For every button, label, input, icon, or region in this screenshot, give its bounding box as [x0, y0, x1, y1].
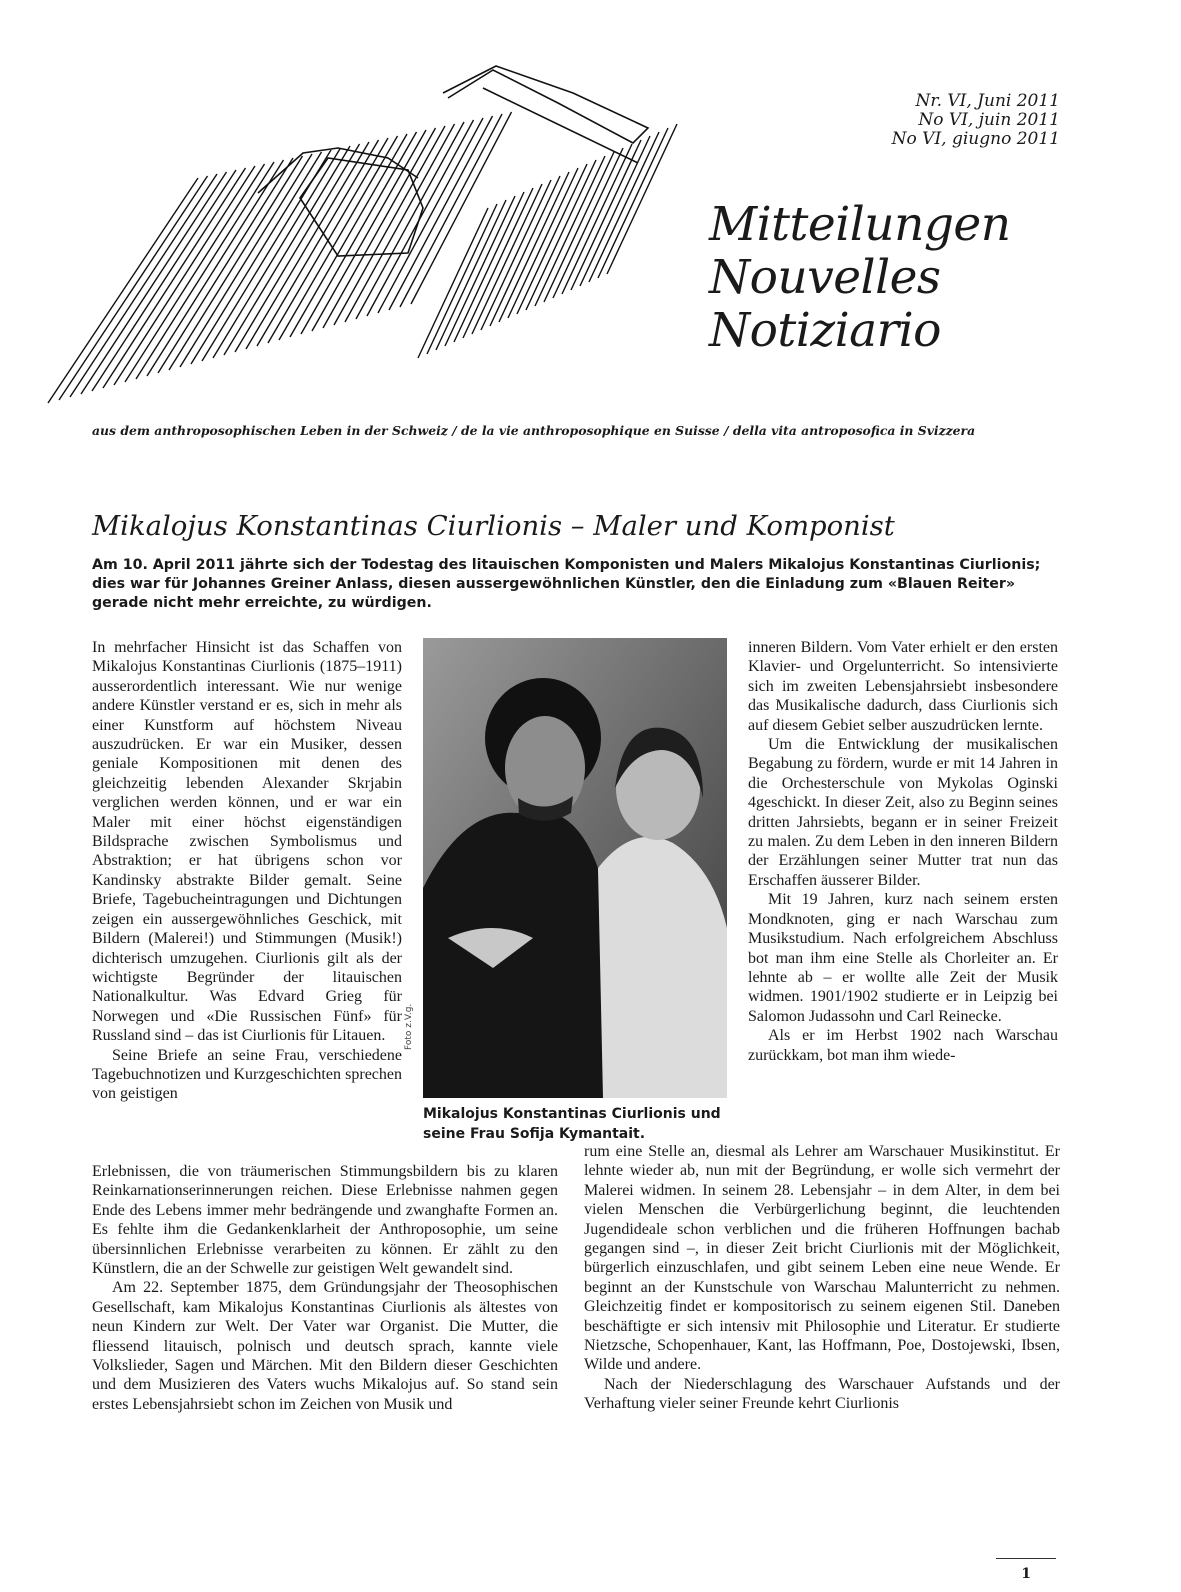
paragraph: Nach der Niederschlagung des Warschauer Aufstands und der Verhaftung vieler seiner Freunde kehrt Ciurlionis — [584, 1375, 1060, 1413]
title-de: Mitteilungen — [709, 197, 1011, 252]
portrait-photo — [423, 638, 727, 1098]
left-column — [92, 638, 402, 1104]
paragraph: inneren Bildern. Vom Vater erhielt er den ersten Klavier- und Orgelunterricht. So intensivierte sich im zweiten Lebensjahrsiebt insbesondere das Musikalische dadurch, dass Ciurlionis sich auf diesem Gebiet selber auszudrücken lernte. — [748, 639, 1058, 734]
issue-de: Nr. VI, Juni 2011 — [915, 91, 1060, 111]
page-number: 1 — [1021, 1566, 1031, 1582]
article-title: Mikalojus Konstantinas Ciurlionis – Maler und Komponist — [92, 510, 895, 542]
paragraph: Erlebnissen, die von träumerischen Stimmungsbildern bis zu klaren Reinkarnationserinnerungen reichen. Diese Erlebnisse nahmen gegen Ende des Lebens immer mehr bedrängende und zwanghafte Formen an. Es fehlte ihm die Gedankenklarheit der Anthroposophie, um seine übersinnlichen Erlebnisse verarbeiten zu können. Er zählt zu den Künstlern, die an der Schwelle zur geistigen Welt gewandelt sind. — [92, 1163, 558, 1278]
lower-left-column — [92, 1162, 558, 1414]
footer-rule — [996, 1558, 1056, 1559]
title-fr: Nouvelles — [709, 250, 941, 305]
hatched-line-drawing-icon — [38, 58, 698, 408]
masthead-title — [709, 198, 1011, 357]
paragraph: Mit 19 Jahren, kurz nach seinem ersten Mondknoten, ging er nach Warschau zum Musikstudium. Nach erfolgreichem Abschluss bot man ihm eine Stelle als Chorleiter an. Er lehnte ab – er wollte alle Zeit der Musik widmen. 1901/1902 studierte er in Leipzig bei Salomon Judassohn und Carl Reinecke. — [748, 891, 1058, 1025]
paragraph: Seine Briefe an seine Frau, verschiedene Tagebuchnotizen und Kurzgeschichten sprechen von geistigen — [92, 1046, 402, 1103]
right-column — [748, 638, 1058, 1065]
paragraph: rum eine Stelle an, diesmal als Lehrer am Warschauer Musikinstitut. Er lehnte wieder ab, nun mit der Begründung, er wolle sich vermehrt der Malerei widmen. In seinem 28. Lebensjahr – in dem Alter, in dem bei vielen Menschen die Verbürgerlichung beginnt, die leuchtenden Jugendideale schon verblichen und die früheren Hoffnungen bachab gegangen sind –, in dieser Zeit bricht Ciurlionis mit der Möglichkeit, bürgerlich einzuschlafen, und gibt seinem Leben eine neue Wende. Er beginnt an der Kunstschule von Warschau Malunterricht zu nehmen. Gleichzeitig findet er kompositorisch zu seinem eigenen Stil. Daneben beschäftigte er sich intensiv mit Philosophie und Literatur. Er studierte Nietzsche, Schopenhauer, Kant, las Hoffmann, Poe, Dostojewski, Ibsen, Wilde und andere. — [584, 1143, 1060, 1374]
paragraph: Als er im Herbst 1902 nach Warschau zurückkam, bot man ihm wiede- — [748, 1027, 1058, 1064]
paragraph: Um die Entwicklung der musikalischen Begabung zu fördern, wurde er mit 14 Jahren in die Orchesterschule von Mykolas Oginski 4geschickt. In dieser Zeit, also zu Beginn seines dritten Jahrsiebts, begann er in seiner Freizeit zu malen. Zu dem Leben in den inneren Bildern der Erzählungen seiner Mutter trat nun das Erschaffen äusserer Bilder. — [748, 736, 1058, 889]
paragraph: Am 22. September 1875, dem Gründungsjahr der Theosophischen Gesellschaft, kam Mikalojus Konstantinas Ciurlionis als ältestes von neun Kindern zur Welt. Der Vater war Organist. Die Mutter, die fliessend litauisch, polnisch und deutsch sprach, kannte viele Volkslieder, Sagen und Märchen. Mit den Bildern dieser Geschichten und dem Musizieren des Vaters wuchs Mikalojus auf. So stand sein erstes Lebensjahrsiebt schon im Zeichen von Musik und — [92, 1279, 558, 1413]
paragraph: In mehrfacher Hinsicht ist das Schaffen von Mikalojus Konstantinas Ciurlionis (1875–1911) ausserordentlich interessant. Wie nur wenige andere Künstler verstand er es, sich in mehr als einer Kunstform auf höchstem Niveau auszudrücken. Er war ein Musiker, dessen geniale Kompositionen mit denen des gleichzeitig lebenden Alexander Skrjabin verglichen werden können, und er war ein Maler mit einer höchst eigenständigen Bildsprache zwischen Symbolismus und Abstraktion; er hat übrigens schon vor Kandinsky abstrakte Bilder gemalt. Seine Briefe, Tagebucheintragungen und Dichtungen zeigen ein aussergewöhnliches Geschick, mit Bildern (Malerei!) und Stimmungen (Musik!) dichterisch umzugehen. Ciurlionis gilt als der wichtigste Begründer der litauischen Nationalkultur. Was Edvard Grieg für Norwegen und «Die Russischen Fünf» für Russland sind – das ist Ciurlionis für Litauen. — [92, 639, 402, 1045]
issue-fr: No VI, juin 2011 — [918, 110, 1060, 130]
article-lead: Am 10. April 2011 jährte sich der Todestag des litauischen Komponisten und Malers Mikalojus Konstantinas Ciurlionis; dies war für Johannes Greiner Anlass, diesen aussergewöhnlichen Künstler, den die Einladung zum «Blauen Reiter» gerade nicht mehr erreichte, zu würdigen. — [92, 557, 1041, 611]
photo-credit: Foto z.V.g. — [404, 1003, 414, 1050]
masthead-subtitle: aus dem anthroposophischen Leben in der Schweiz / de la vie anthroposophique en Suisse / della vita antroposofica in Svizzera — [92, 423, 976, 438]
photo-caption: Mikalojus Konstantinas Ciurlionis und seine Frau Sofija Kymantait. — [423, 1106, 721, 1142]
issue-info — [892, 92, 1060, 149]
lower-right-column — [584, 1142, 1060, 1414]
title-it: Notiziario — [709, 303, 941, 358]
issue-it: No VI, giugno 2011 — [891, 129, 1060, 149]
